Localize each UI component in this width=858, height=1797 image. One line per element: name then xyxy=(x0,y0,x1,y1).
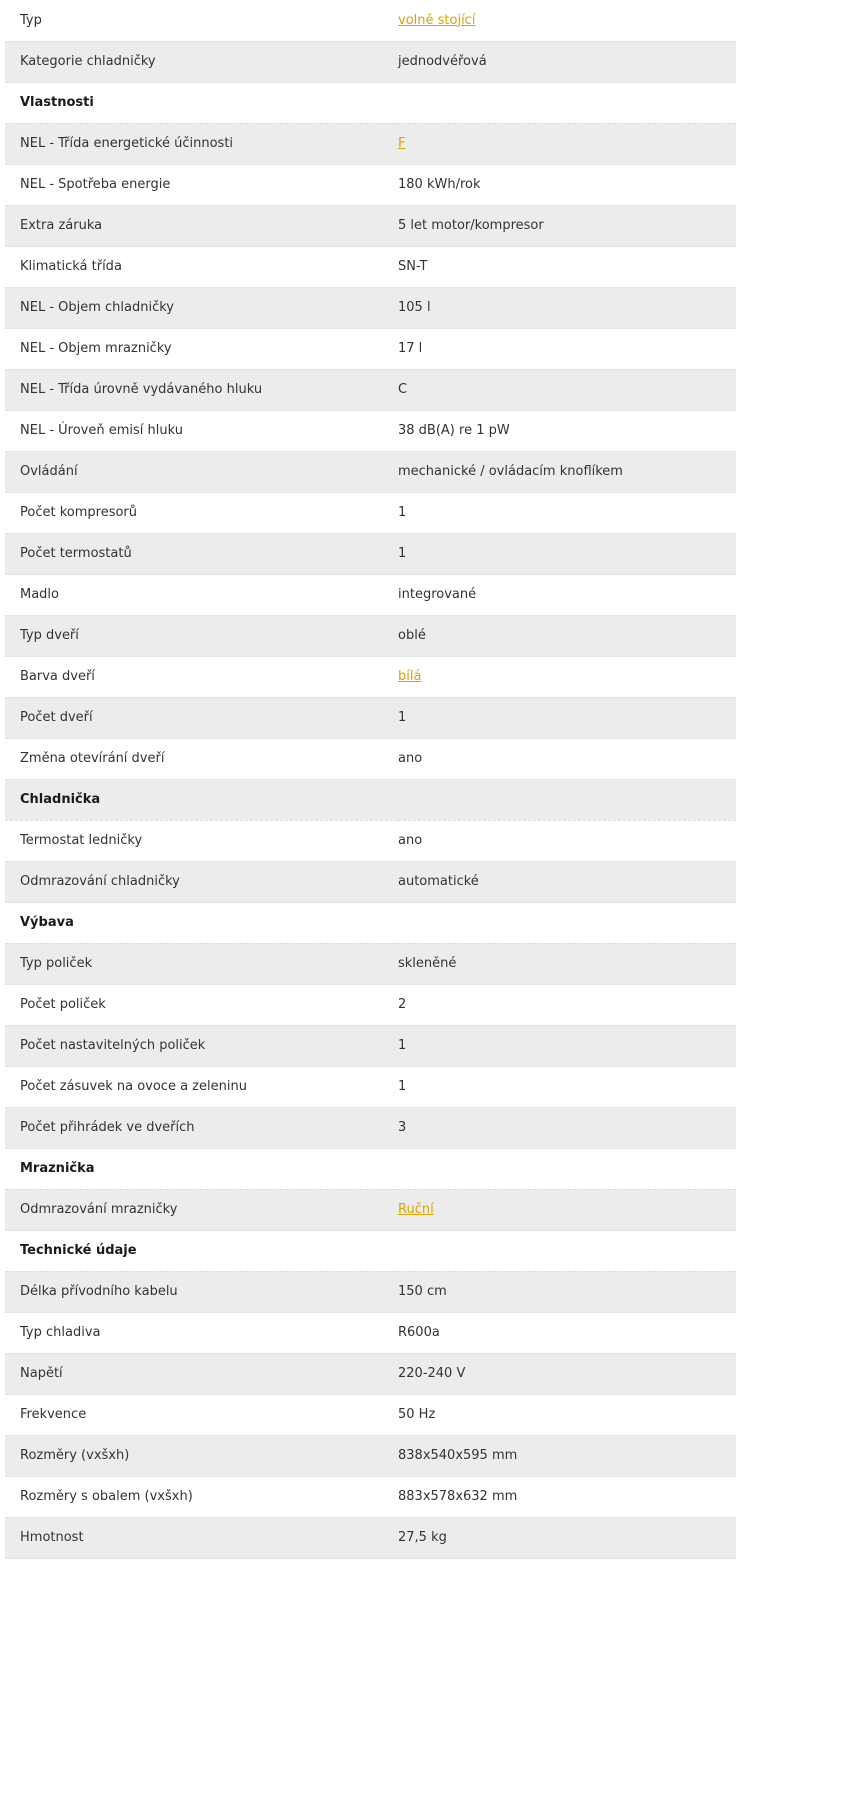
spec-row xyxy=(5,615,736,656)
spec-value: C xyxy=(398,382,408,397)
spec-value: 105 l xyxy=(398,300,431,315)
spec-value-cell xyxy=(398,287,736,328)
spec-value-cell xyxy=(398,1025,736,1066)
spec-value: 1 xyxy=(398,1038,407,1053)
spec-value-cell xyxy=(398,164,736,205)
spec-row xyxy=(5,697,736,738)
spec-value: 3 xyxy=(398,1120,407,1135)
spec-value-cell xyxy=(398,451,736,492)
spec-label: Odmrazování chladničky xyxy=(5,861,398,902)
spec-label: Počet kompresorů xyxy=(5,492,398,533)
spec-row xyxy=(5,738,736,779)
spec-value-cell xyxy=(398,1066,736,1107)
spec-value: 1 xyxy=(398,1079,407,1094)
spec-row xyxy=(5,205,736,246)
spec-row xyxy=(5,451,736,492)
spec-value: 220-240 V xyxy=(398,1366,466,1381)
spec-value-cell xyxy=(398,82,736,123)
spec-table-body xyxy=(5,0,736,1558)
spec-label: Typ xyxy=(5,0,398,41)
spec-row xyxy=(5,0,736,41)
spec-row xyxy=(5,1312,736,1353)
spec-label: Termostat ledničky xyxy=(5,820,398,861)
spec-label: Madlo xyxy=(5,574,398,615)
spec-row xyxy=(5,861,736,902)
section-header-row xyxy=(5,1230,736,1271)
spec-value-cell xyxy=(398,902,736,943)
spec-value-cell xyxy=(398,615,736,656)
spec-value: automatické xyxy=(398,874,479,889)
spec-value-cell xyxy=(398,1148,736,1189)
spec-label: Počet poliček xyxy=(5,984,398,1025)
spec-value-cell xyxy=(398,1230,736,1271)
spec-row xyxy=(5,1435,736,1476)
spec-value-cell xyxy=(398,1394,736,1435)
spec-value-cell xyxy=(398,1517,736,1558)
spec-row xyxy=(5,246,736,287)
spec-label: Typ chladiva xyxy=(5,1312,398,1353)
spec-value-cell xyxy=(398,861,736,902)
spec-value: 38 dB(A) re 1 pW xyxy=(398,423,510,438)
spec-label: Počet nastavitelných poliček xyxy=(5,1025,398,1066)
spec-label: Kategorie chladničky xyxy=(5,41,398,82)
spec-value-cell xyxy=(398,246,736,287)
spec-label: Napětí xyxy=(5,1353,398,1394)
spec-value-cell xyxy=(398,123,736,164)
spec-value-cell xyxy=(398,1107,736,1148)
spec-value-cell xyxy=(398,205,736,246)
spec-label: NEL - Třída energetické účinnosti xyxy=(5,123,398,164)
spec-value: ano xyxy=(398,751,423,766)
spec-value-cell xyxy=(398,820,736,861)
spec-value-cell xyxy=(398,574,736,615)
spec-value-cell xyxy=(398,0,736,41)
spec-value-cell xyxy=(398,943,736,984)
spec-label: NEL - Objem chladničky xyxy=(5,287,398,328)
spec-value: 1 xyxy=(398,505,407,520)
spec-value-link[interactable]: bílá xyxy=(398,669,422,684)
section-header-row xyxy=(5,1148,736,1189)
spec-value-link[interactable]: volně stojící xyxy=(398,12,476,28)
spec-value: 150 cm xyxy=(398,1284,447,1299)
spec-value: jednodvéřová xyxy=(398,54,487,69)
spec-value: skleněné xyxy=(398,956,457,971)
spec-label: Hmotnost xyxy=(5,1517,398,1558)
spec-value-link[interactable]: F xyxy=(398,136,406,151)
spec-value: integrované xyxy=(398,587,477,602)
spec-value-cell xyxy=(398,328,736,369)
spec-row xyxy=(5,41,736,82)
spec-row xyxy=(5,1107,736,1148)
spec-value-cell xyxy=(398,984,736,1025)
spec-value-cell xyxy=(398,697,736,738)
spec-row xyxy=(5,984,736,1025)
spec-value-cell xyxy=(398,1271,736,1312)
spec-row xyxy=(5,492,736,533)
spec-label: Klimatická třída xyxy=(5,246,398,287)
spec-label: Počet přihrádek ve dveřích xyxy=(5,1107,398,1148)
spec-value: 27,5 kg xyxy=(398,1530,447,1545)
spec-label: Typ dveří xyxy=(5,615,398,656)
spec-value: 5 let motor/kompresor xyxy=(398,218,544,233)
spec-value-cell xyxy=(398,1189,736,1230)
spec-row xyxy=(5,1271,736,1312)
spec-row xyxy=(5,328,736,369)
spec-value-cell xyxy=(398,1435,736,1476)
spec-value: R600a xyxy=(398,1325,440,1340)
spec-value-cell xyxy=(398,410,736,451)
spec-value: 838x540x595 mm xyxy=(398,1448,518,1463)
spec-label: Rozměry s obalem (vxšxh) xyxy=(5,1476,398,1517)
spec-row xyxy=(5,1189,736,1230)
spec-value: 50 Hz xyxy=(398,1407,436,1422)
spec-row xyxy=(5,574,736,615)
spec-value-cell xyxy=(398,41,736,82)
section-header-row xyxy=(5,82,736,123)
spec-label: Délka přívodního kabelu xyxy=(5,1271,398,1312)
spec-value-cell xyxy=(398,779,736,820)
spec-row xyxy=(5,410,736,451)
spec-value-cell xyxy=(398,656,736,697)
spec-label: Extra záruka xyxy=(5,205,398,246)
spec-label: Barva dveří xyxy=(5,656,398,697)
section-title: Technické údaje xyxy=(5,1230,398,1271)
spec-row xyxy=(5,943,736,984)
spec-row xyxy=(5,533,736,574)
spec-row xyxy=(5,164,736,205)
section-header-row xyxy=(5,902,736,943)
spec-value: ano xyxy=(398,833,423,848)
spec-value-link[interactable]: Ruční xyxy=(398,1202,434,1217)
spec-value-cell xyxy=(398,1312,736,1353)
spec-label: Počet termostatů xyxy=(5,533,398,574)
spec-row xyxy=(5,1025,736,1066)
spec-value-cell xyxy=(398,492,736,533)
spec-label: Frekvence xyxy=(5,1394,398,1435)
spec-row xyxy=(5,123,736,164)
spec-value-cell xyxy=(398,1353,736,1394)
spec-label: Ovládání xyxy=(5,451,398,492)
spec-value: mechanické / ovládacím knoflíkem xyxy=(398,464,623,479)
spec-label: Počet zásuvek na ovoce a zeleninu xyxy=(5,1066,398,1107)
spec-row xyxy=(5,820,736,861)
spec-table xyxy=(5,0,736,1559)
spec-label: NEL - Třída úrovně vydávaného hluku xyxy=(5,369,398,410)
spec-row xyxy=(5,369,736,410)
section-title: Výbava xyxy=(5,902,398,943)
spec-row xyxy=(5,1476,736,1517)
spec-row xyxy=(5,1066,736,1107)
spec-value: SN-T xyxy=(398,259,428,274)
section-header-row xyxy=(5,779,736,820)
spec-label: NEL - Objem mrazničky xyxy=(5,328,398,369)
spec-value: 883x578x632 mm xyxy=(398,1489,518,1504)
spec-value-cell xyxy=(398,738,736,779)
spec-label: Změna otevírání dveří xyxy=(5,738,398,779)
spec-row xyxy=(5,287,736,328)
spec-row xyxy=(5,1517,736,1558)
spec-row xyxy=(5,656,736,697)
spec-label: Rozměry (vxšxh) xyxy=(5,1435,398,1476)
spec-label: Typ poliček xyxy=(5,943,398,984)
section-title: Mraznička xyxy=(5,1148,398,1189)
spec-value: oblé xyxy=(398,628,426,643)
spec-label: NEL - Spotřeba energie xyxy=(5,164,398,205)
spec-label: NEL - Úroveň emisí hluku xyxy=(5,410,398,451)
spec-value-cell xyxy=(398,369,736,410)
spec-label: Odmrazování mrazničky xyxy=(5,1189,398,1230)
spec-value: 1 xyxy=(398,546,407,561)
spec-label: Počet dveří xyxy=(5,697,398,738)
section-title: Vlastnosti xyxy=(5,82,398,123)
section-title: Chladnička xyxy=(5,779,398,820)
spec-value: 180 kWh/rok xyxy=(398,177,481,192)
spec-value-cell xyxy=(398,1476,736,1517)
spec-row xyxy=(5,1394,736,1435)
spec-value: 17 l xyxy=(398,341,423,356)
spec-value: 1 xyxy=(398,710,407,725)
spec-row xyxy=(5,1353,736,1394)
spec-value: 2 xyxy=(398,997,407,1012)
spec-value-cell xyxy=(398,533,736,574)
